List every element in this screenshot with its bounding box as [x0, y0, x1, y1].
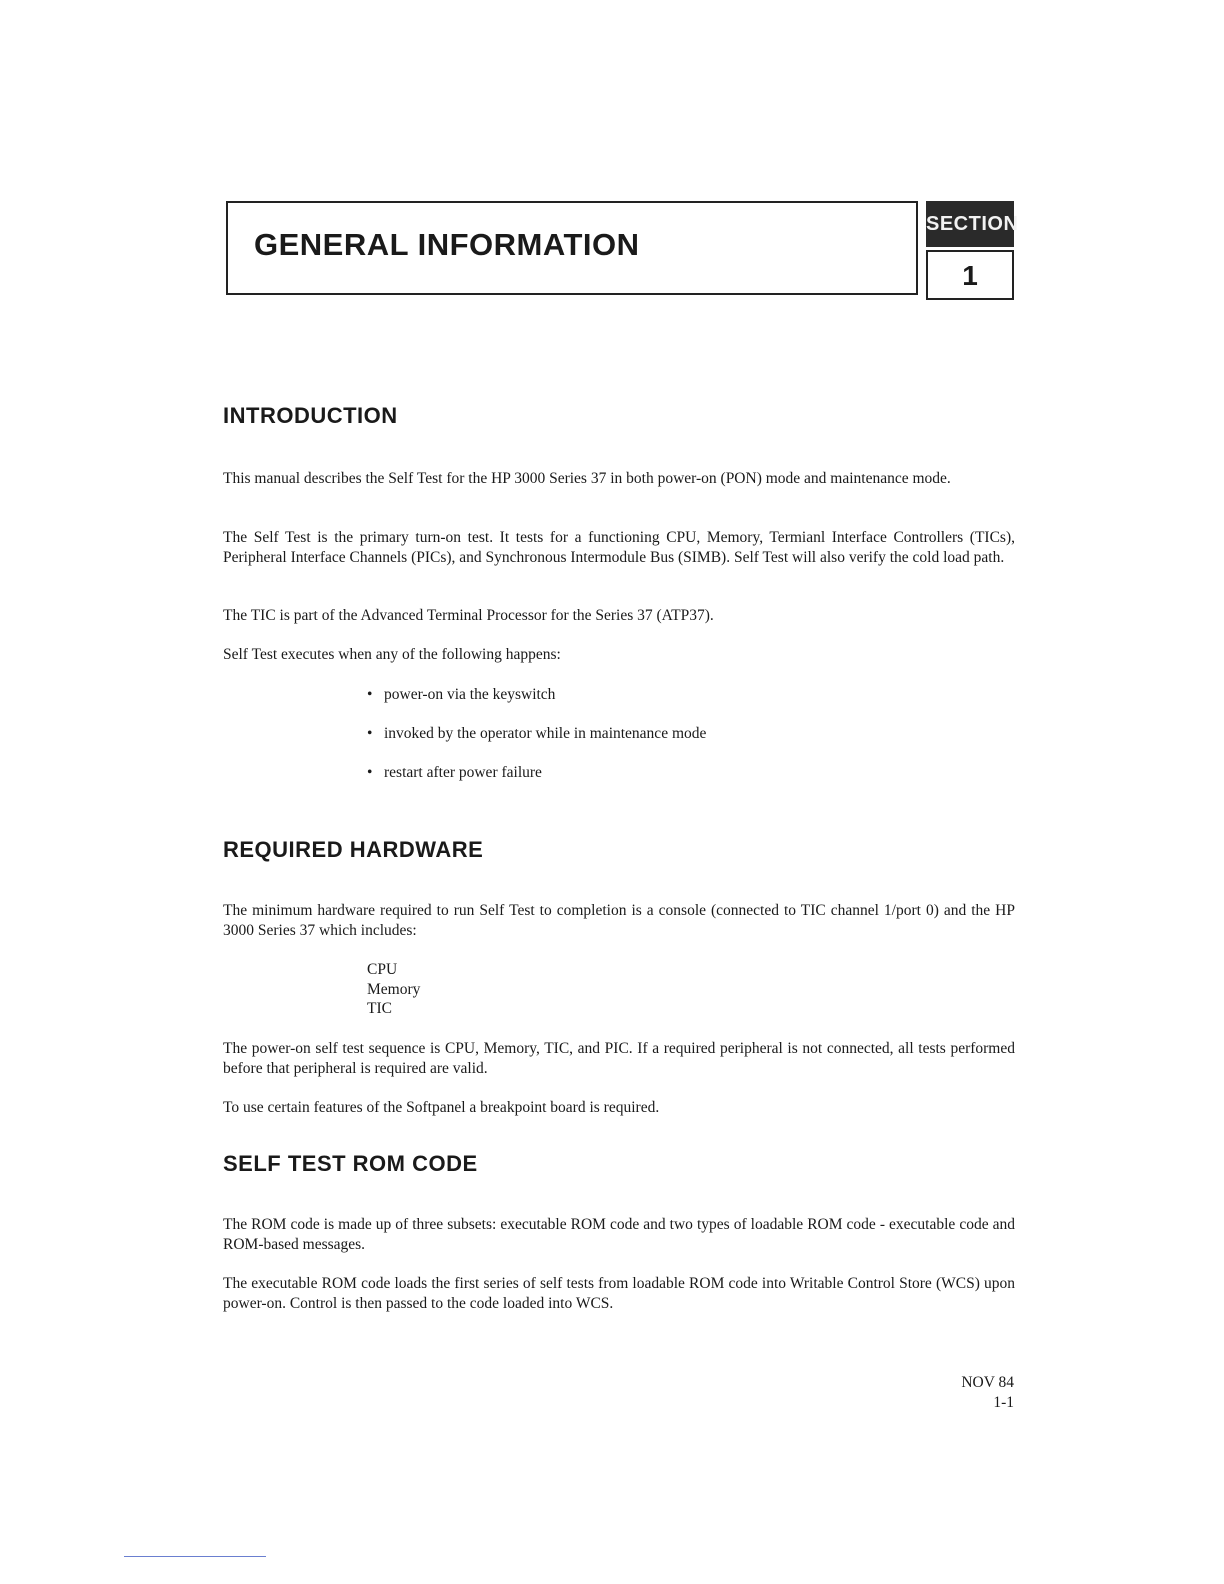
intro-paragraph-2: The Self Test is the primary turn-on test. It tests for a functioning CPU, Memory, Termianl Interface Controllers (TICs), Peripheral Interface Channels (PICs), and Synchronous Intermodule Bus (SIMB). Self Test will also verify the cold load path.: [223, 529, 1015, 566]
hardware-paragraph-3: To use certain features of the Softpanel a breakpoint board is required.: [223, 1099, 660, 1116]
heading-self-test-rom-code: SELF TEST ROM CODE: [223, 1151, 478, 1176]
section-label: SECTION: [926, 201, 1014, 247]
rom-paragraph-1: The ROM code is made up of three subsets: executable ROM code and two types of loadable ROM code - executable code and ROM-based messages.: [223, 1216, 1015, 1253]
list-item: Memory: [367, 980, 421, 998]
heading-required-hardware: REQUIRED HARDWARE: [223, 837, 484, 862]
footer-date: NOV 84: [961, 1374, 1014, 1391]
intro-paragraph-4: Self Test executes when any of the following happens:: [223, 646, 561, 663]
self-test-triggers-list: [367, 685, 967, 802]
list-item: CPU: [367, 961, 398, 978]
hardware-paragraph-1: The minimum hardware required to run Self Test to completion is a console (connected to TIC channel 1/port 0) and the HP 3000 Series 37 which includes:: [223, 902, 1015, 939]
page-number: 1-1: [993, 1394, 1014, 1411]
footer-rule: [124, 1556, 266, 1557]
section-title: GENERAL INFORMATION: [254, 227, 640, 262]
list-item: • invoked by the operator while in maintenance mode: [367, 724, 967, 763]
heading-introduction: INTRODUCTION: [223, 403, 398, 428]
title-box: [226, 201, 918, 295]
hardware-paragraph-2: The power-on self test sequence is CPU, Memory, TIC, and PIC. If a required peripheral is not connected, all tests performed before that peripheral is required are valid.: [223, 1040, 1015, 1077]
intro-paragraph-3: The TIC is part of the Advanced Terminal Processor for the Series 37 (ATP37).: [223, 607, 714, 624]
list-item: • power-on via the keyswitch: [367, 685, 967, 724]
rom-paragraph-2: The executable ROM code loads the first series of self tests from loadable ROM code into Writable Control Store (WCS) upon power-on. Control is then passed to the code loaded into WCS.: [223, 1275, 1015, 1312]
hardware-items-list: [367, 960, 420, 1019]
list-item: • restart after power failure: [367, 763, 967, 802]
intro-paragraph-1: This manual describes the Self Test for the HP 3000 Series 37 in both power-on (PON) mode and maintenance mode.: [223, 470, 951, 487]
section-number: 1: [926, 250, 1014, 300]
list-item: TIC: [367, 1000, 392, 1017]
